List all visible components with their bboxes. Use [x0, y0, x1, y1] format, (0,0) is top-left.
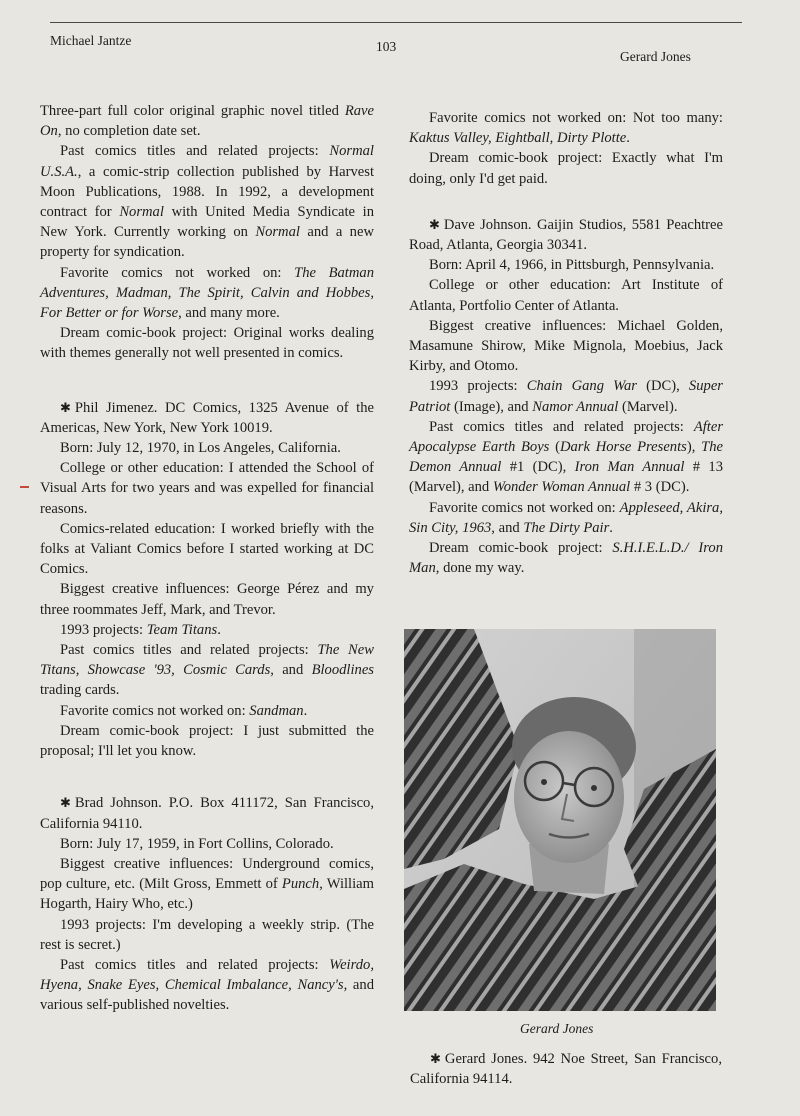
asterisk-icon: ✱: [430, 1051, 441, 1066]
jones-favorites: Favorite comics not worked on: Not too many: Kaktus Valley, Eightball, Dirty Plotte.: [409, 110, 723, 147]
dave-past-projects: Past comics titles and related projects: After Apocalypse Earth Boys (Dark Horse Presents), The Demon Annual #1 (DC), Iron Man Annual # 13 (Marvel), and Wonder Woman Annual # 3 (DC).: [409, 418, 724, 496]
margin-mark: [20, 486, 29, 488]
gerard-entry: [410, 1049, 722, 1089]
dave-entry-heading: ✱ Dave Johnson. Gaijin Studios, 5581 Peachtree Road, Atlanta, Georgia 30341.: [409, 216, 723, 254]
jimenez-favorites: Favorite comics not worked on: Sandman.: [60, 702, 308, 719]
brad-entry-heading: ✱ Brad Johnson. P.O. Box 411172, San Francisco, California 94110.: [40, 795, 374, 832]
gerard-entry-heading: ✱ Gerard Jones. 942 Noe Street, San Francisco, California 94114.: [410, 1051, 722, 1088]
jones-dream: Dream comic-book project: Exactly what I'm doing, only I'd get paid.: [409, 150, 723, 187]
jimenez-dream: Dream comic-book project: I just submitted the proposal; I'll let you know.: [40, 722, 374, 760]
brad-born: Born: July 17, 1959, in Fort Collins, Colorado.: [60, 835, 334, 852]
jantze-continued: Three-part full color original graphic novel titled Rave On, no completion date set.: [40, 103, 374, 140]
jantze-favorites: Favorite comics not worked on: The Batman Adventures, Madman, The Spirit, Calvin and Hobbes, For Better or for Worse, and many more.: [40, 264, 374, 322]
running-header-left: Michael Jantze: [50, 33, 132, 48]
brad-influences: Biggest creative influences: Underground comics, pop culture, etc. (Milt Gross, Emmett of Punch, William Hogarth, Hairy Who, etc.): [40, 855, 374, 913]
jantze-dream: Dream comic-book project: Original works dealing with themes generally not well presented in comics.: [40, 325, 374, 362]
dave-1993-projects: 1993 projects: Chain Gang War (DC), Super Patriot (Image), and Namor Annual (Marvel).: [409, 378, 723, 415]
dave-college: College or other education: Art Institute of Atlanta, Portfolio Center of Atlanta.: [409, 277, 723, 314]
dave-influences: Biggest creative influences: Michael Golden, Masamune Shirow, Mike Mignola, Moebius, Jack Kirby, and Otomo.: [409, 317, 723, 375]
photo-caption: Gerard Jones: [520, 1021, 594, 1036]
asterisk-icon: ✱: [60, 399, 71, 415]
brad-past-projects: Past comics titles and related projects: Weirdo, Hyena, Snake Eyes, Chemical Imbalance, Nancy's, and various self-published novelties.: [40, 956, 375, 1014]
jimenez-comics-education: Comics-related education: I worked briefly with the folks at Valiant Comics before I started working at DC Comics.: [40, 520, 374, 578]
asterisk-icon: ✱: [429, 216, 440, 232]
jantze-past-projects: Past comics titles and related projects: Normal U.S.A., a comic-strip collection published by Harvest Moon Publications, 1988. In 1992, a development contract for Normal with United Media Syndicate in New York. Currently working on Normal and a new property for syndication.: [40, 143, 375, 261]
jimenez-1993-projects: 1993 projects: Team Titans.: [60, 621, 221, 638]
brad-1993-projects: 1993 projects: I'm developing a weekly strip. (The rest is secret.): [40, 916, 374, 953]
jimenez-college: College or other education: I attended the School of Visual Arts for two years and was expelled for financial reasons.: [40, 460, 374, 517]
dave-born: Born: April 4, 1966, in Pittsburgh, Pennsylvania.: [429, 257, 715, 274]
running-header-right: Gerard Jones: [620, 49, 691, 64]
left-column: [40, 101, 374, 1016]
gerard-jones-photo: [404, 629, 716, 1011]
dave-favorites: Favorite comics not worked on: Appleseed, Akira, Sin City, 1963, and The Dirty Pair.: [409, 499, 724, 536]
jimenez-born: Born: July 12, 1970, in Los Angeles, California.: [60, 440, 341, 457]
jimenez-past-projects: Past comics titles and related projects: The New Titans, Showcase '93, Cosmic Cards, and Bloodlines trading cards.: [40, 642, 375, 699]
right-column: [409, 108, 723, 578]
jimenez-influences: Biggest creative influences: George Pérez and my three roommates Jeff, Mark, and Trevor.: [40, 581, 374, 618]
dave-dream: Dream comic-book project: S.H.I.E.L.D./ Iron Man, done my way.: [409, 540, 723, 577]
header-rule: [50, 22, 742, 23]
jimenez-entry-heading: ✱ Phil Jimenez. DC Comics, 1325 Avenue of the Americas, New York, New York 10019.: [40, 399, 374, 436]
page-number: 103: [376, 39, 397, 54]
asterisk-icon: ✱: [60, 795, 71, 811]
